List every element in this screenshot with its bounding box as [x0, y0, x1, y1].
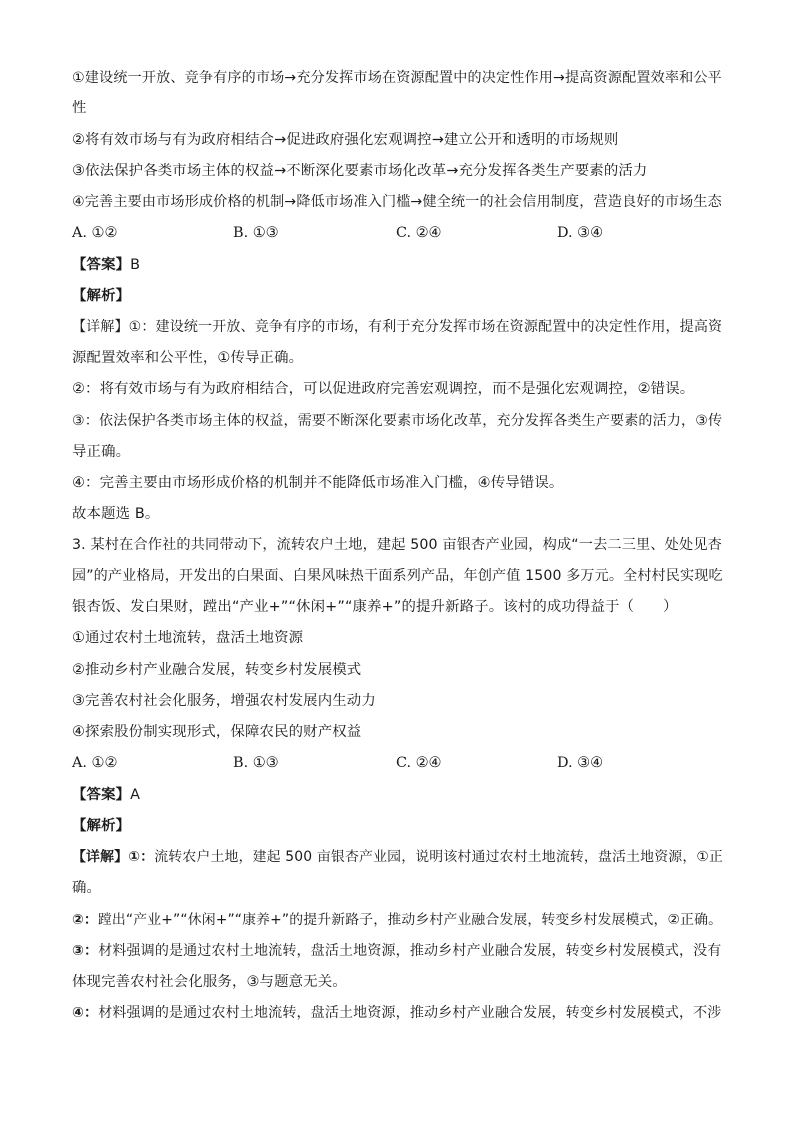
q2-analysis-tag: 【解析】	[72, 288, 131, 304]
q2-item-3: ③依法保护各类市场主体的权益→不断深化要素市场化改革→充分发挥各类生产要素的活力	[72, 163, 648, 179]
q2-detail-3: ③：依法保护各类市场主体的权益，需要不断深化要素市场化改革，充分发挥各类生产要素的活力，③传	[72, 413, 723, 429]
q2-item-2: ②将有效市场与有为政府相结合→促进政府强化宏观调控→建立公开和透明的市场规则	[72, 132, 619, 148]
answer-tag: 【答案】	[72, 257, 131, 273]
q3-item-4: ④探索股份制实现形式，保障农民的财产权益	[72, 724, 362, 740]
q2-item-4: ④完善主要由市场形成价格的机制→降低市场准入门槛→健全统一的社会信用制度，营造良好的市场生态	[72, 194, 722, 210]
q3-option-d: D. ③④	[557, 755, 603, 771]
detail-text: 蹚出“产业+”“休闲+”“康养+”的提升新路子，推动乡村产业融合发展，转变乡村发展模式，②正确。	[97, 912, 723, 928]
q3-stem-3: 银杏饭、发白果财，蹚出“产业+”“休闲+”“康养+”的提升新路子。该村的成功得益于（ ）	[72, 599, 678, 615]
q3-option-a: A. ①②	[72, 755, 118, 771]
answer-value: B	[130, 257, 141, 273]
q3-stem-2: 园”的产业格局，开发出的白果面、白果风味热干面系列产品，年创产值 1500 多万元。全村村民实现吃	[72, 568, 723, 584]
q3-answer	[72, 785, 140, 805]
q2-answer	[72, 255, 140, 275]
answer-tag: 【答案】	[72, 787, 131, 803]
q3-stem-1: 3. 某村在合作社的共同带动下，流转农户土地，建起 500 亩银杏产业园，构成“一去二三里、处处见杏	[72, 537, 722, 553]
q3-detail-1-cont: 确。	[72, 880, 102, 896]
q2-detail-4: ④：完善主要由市场形成价格的机制并不能降低市场准入门槛，④传导错误。	[72, 475, 564, 491]
detail-label: ④：	[72, 1005, 99, 1021]
q3-option-c: C. ②④	[396, 755, 442, 771]
detail-text: 流转农户土地，建起 500 亩银杏产业园，说明该村通过农村土地流转，盘活土地资源，①正	[154, 849, 724, 865]
q2-detail-1-cont: 源配置效率和公平性，①传导正确。	[72, 350, 304, 366]
detail-label: 【详解】①：	[72, 849, 155, 865]
q3-item-2: ②推动乡村产业融合发展，转变乡村发展模式	[72, 662, 362, 678]
q3-item-1: ①通过农村土地流转，盘活土地资源	[72, 630, 304, 646]
q2-detail-1: 【详解】①：建设统一开放、竞争有序的市场，有利于充分发挥市场在资源配置中的决定性作用，提高资	[72, 319, 723, 335]
q2-detail-2: ②：将有效市场与有为政府相结合，可以促进政府完善宏观调控，而不是强化宏观调控，②错误。	[72, 381, 695, 397]
q2-item-1: ①建设统一开放、竞争有序的市场→充分发挥市场在资源配置中的决定性作用→提高资源配置效率和公平	[72, 70, 722, 86]
q2-conclusion: 故本题选 B。	[72, 506, 160, 522]
detail-label: ③：	[72, 943, 99, 959]
q3-detail-3	[72, 941, 721, 961]
q3-detail-4	[72, 1003, 721, 1023]
q3-analysis-tag: 【解析】	[72, 818, 131, 834]
q3-option-b: B. ①③	[233, 755, 279, 771]
detail-text: 材料强调的是通过农村土地流转，盘活土地资源，推动乡村产业融合发展，转变乡村发展模式，没有	[98, 943, 722, 959]
q3-detail-2	[72, 910, 722, 930]
q2-detail-3-cont: 导正确。	[72, 444, 131, 460]
q2-option-d: D. ③④	[557, 225, 603, 241]
q3-detail-3-cont: 体现完善农村社会化服务，③与题意无关。	[72, 974, 347, 990]
q3-detail-1	[72, 847, 723, 867]
detail-label: ②：	[72, 912, 98, 928]
q2-option-a: A. ①②	[72, 225, 118, 241]
q3-item-3: ③完善农村社会化服务，增强农村发展内生动力	[72, 693, 376, 709]
q2-item-1-cont: 性	[72, 100, 87, 116]
answer-value: A	[130, 787, 141, 803]
detail-text: 材料强调的是通过农村土地流转，盘活土地资源，推动乡村产业融合发展，转变乡村发展模式，不涉	[98, 1005, 722, 1021]
q2-option-b: B. ①③	[233, 225, 279, 241]
q2-option-c: C. ②④	[396, 225, 442, 241]
